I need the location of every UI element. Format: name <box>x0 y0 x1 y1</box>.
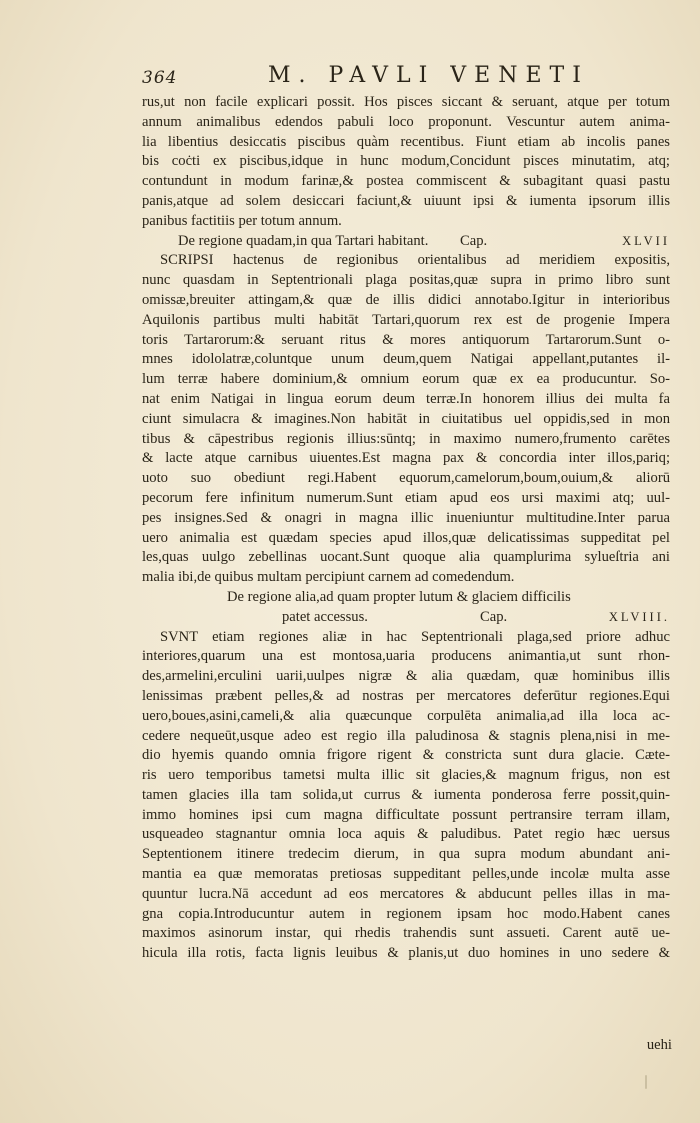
text-line: pecorum fere infinitum numerum.Sunt etiam apud eos ursi maximi atq; uul- <box>142 489 670 506</box>
text-line: les,quas uulgo zebellinas uocant.Sunt quoque alia quamplurima sylueſtria ani <box>142 549 670 566</box>
text-line: ris uero temporibus tametsi multa illic sit glacies,& magnum frigus, non est <box>142 767 670 784</box>
text-line: bis coċti ex piscibus,idque in hunc modum,Concidunt pisces minutatim, atq; <box>142 153 670 170</box>
chapter-cap-label: Cap. <box>460 232 488 249</box>
chapter-cap-label: Cap. <box>480 608 508 625</box>
text-line: hicula illa rotis, facta lignis leuibus & planis,ut duo homines in uno sedere & <box>142 945 670 962</box>
text-line: contundunt in modum farinæ,& postea commiscent & subagitant quasi pastu <box>142 173 670 190</box>
text-line: usqueadeo stagnantur omnia loca aquis & paludibus. Patet regio hæc uersus <box>142 826 670 843</box>
text-line: pes insignes.Sed & onagri in magna illic inueniuntur multitudine.Inter parua <box>142 509 670 526</box>
text-line: lenissimas præbent pelles,& ad nostras per mercatores deferūtur regiones.Equi <box>142 687 670 704</box>
text-line: nat enim Natigai in lingua eorum deum terræ.In honorem illius dei multa fa <box>142 390 670 407</box>
text-line: quuntur lucra.Nā accedunt ad eos mercatores & abducunt pelles illas in ma- <box>142 885 670 902</box>
text-line: maximos asinorum instar, qui rhedis trahendis sunt assueti. Carent autē ue- <box>142 925 670 942</box>
catchword: uehi <box>646 1037 672 1053</box>
text-line: mantia ea quæ memoratas pretiosas suppeditant pelles,unde incolæ multa asse <box>142 866 670 883</box>
text-line: uoto suo obediunt regi.Habent equorum,camelorum,boum,ouium,& aliorū <box>142 470 670 487</box>
text-line: immo homines ipsi cum magna difficultate possunt pertransire terram illam, <box>142 806 670 823</box>
text-line: interiores,quarum una est montosa,uaria producens animantia,ut sunt rhon- <box>142 648 670 665</box>
text-line: annum animalibus edendos pabuli loco proponunt. Vescuntur autem anima- <box>142 113 670 130</box>
text-line: mnes idololatræ,coluntque unum deum,quem Natigai appellant,putantes il- <box>142 351 670 368</box>
chapter-heading <box>142 232 670 252</box>
chapter-number: XLVIII. <box>608 609 670 624</box>
chapter-title: De regione alia,ad quam propter lutum & glaciem difficilis <box>227 588 571 605</box>
main-text <box>142 93 670 964</box>
page-number: 364 <box>142 68 178 88</box>
text-line: panibus factitiis per totum annum. <box>142 212 342 229</box>
text-line: uero,boues,asini,cameli,& alia quæcunque corpulēta animalia,ad illa loca ac- <box>142 707 670 724</box>
text-line: panis,atque ad solem desiccari faciunt,& uiuunt ipsi & iumenta ipsorum illis <box>142 192 670 209</box>
text-line: SVNT etiam regiones aliæ in hac Septentrionali plaga,sed priore adhuc <box>160 628 670 645</box>
ink-mark <box>645 1075 647 1089</box>
text-line: omissæ,breuiter attingam,& quæ de illis didici annotabo.Igitur in interioribus <box>142 291 670 308</box>
chapter-heading-continued <box>142 608 670 628</box>
text-line: lum terræ habere dominium,& omnium eorum quæ ex ea producuntur. So- <box>142 371 670 388</box>
text-line: rus,ut non facile explicari possit. Hos pisces siccant & seruant, atque per totum <box>142 94 670 110</box>
text-line: des,armelini,erculini uarii,uulpes nigræ & alia quædam, quæ hominibus illis <box>142 668 670 685</box>
text-line: nunc quasdam in Septentrionali plaga positas,quæ supra in primo libro sunt <box>142 272 670 289</box>
text-line: tamen glacies illa tam solida,ut currus & iumenta ponderosa ferre possit,quin- <box>142 786 670 803</box>
chapter-number: XLVII <box>622 233 670 248</box>
text-line: ciunt simulacra & imagines.Non habitāt in ciuitatibus uel oppidis,sed in mon <box>142 410 670 427</box>
running-title: M. PAVLI VENETI <box>268 63 589 88</box>
text-line: Septentionem itinere tredecim dierum, in qua supra modum abundant ani- <box>142 846 670 863</box>
text-line: cedere nequeūt,usque adeo est regio illa paludinosa & stagnis plena,nisi in me- <box>142 727 670 744</box>
chapter-heading <box>142 588 670 608</box>
chapter-title: De regione quadam,in qua Tartari habitant. <box>178 232 429 249</box>
text-line: lia libentius desiccatis piscibus quàm recentibus. Fiunt etiam ab incolis panes <box>142 133 670 150</box>
text-line: tibus & cāpestribus regionis illius:sūntq; in maximo numero,frumento carētes <box>142 430 670 447</box>
text-line: dio hyemis quando omnia frigore rigent & constricta sunt dura glacie. Cæte- <box>142 747 670 764</box>
text-line: gna copia.Introducuntur autem in regionem ipsam hoc modo.Habent canes <box>142 905 670 922</box>
page-header <box>142 60 672 94</box>
text-line: toris Tartarorum:& seruant ritus & mores antiquorum Tartarorum.Sunt o- <box>142 331 670 348</box>
text-line: & lacte atque carnibus uiuentes.Est magna pax & concordia inter illos,pariq; <box>142 450 670 467</box>
text-line: Aquilonis partibus multi habitāt Tartari,quorum rex est de progenie Impera <box>142 311 670 328</box>
text-line: SCRIPSI hactenus de regionibus orientalibus ad meridiem expositis, <box>160 252 670 269</box>
chapter-title-continued: patet accessus. <box>282 608 368 625</box>
text-line: malia ibi,de quibus multam percipiunt carnem ad comedendum. <box>142 569 515 586</box>
text-line: uero animalia est quædam species apud illos,quæ delicatissimas suppeditat pel <box>142 529 670 546</box>
